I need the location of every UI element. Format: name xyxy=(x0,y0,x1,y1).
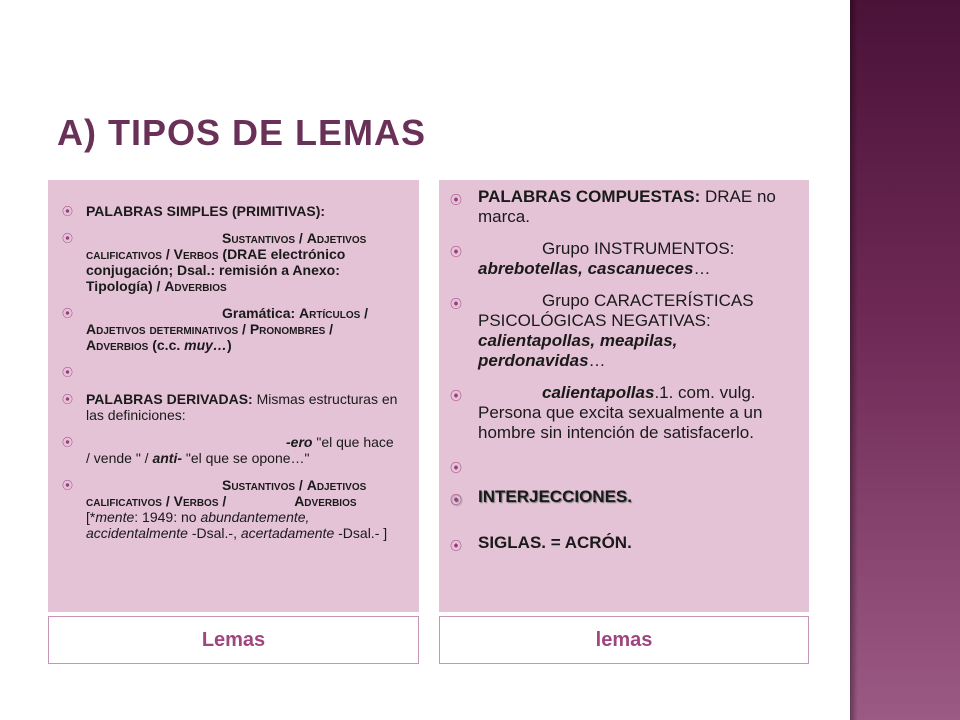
list-item: ⦿ INTERJECCIONES. xyxy=(450,487,789,507)
decorative-sidebar xyxy=(850,0,960,720)
list-item: ⦿ Grupo CARACTERÍSTICAS PSICOLÓGICAS NEGATIVAS: calientapollas, meapilas, perdonavidas… xyxy=(450,291,754,370)
left-label-box xyxy=(48,616,419,664)
list-item: ⦿ Gramática: Artículos / Adjetivos determinativos / Pronombres / Adverbios (c.c. muy…) xyxy=(62,305,369,353)
list-item: ⦿ PALABRAS DERIVADAS: Mismas estructuras en las definiciones: xyxy=(62,391,398,423)
list-item: ⦿ Sustantivos / Adjetivos calificativos / Verbos / Adverbios [*mente: 1949: no abundantemente, accidentalmente -Dsal.-, acertadamente -Dsal.- ] xyxy=(62,477,388,541)
list-item: ⦿ -ero "el que hace / vende " / anti- "el que se opone…" xyxy=(62,434,394,466)
slide-title: A) TIPOS DE LEMAS xyxy=(57,112,427,153)
bullet-icon: ⦿ xyxy=(450,193,463,207)
list-item-empty xyxy=(450,455,789,475)
list-item-empty xyxy=(62,364,399,380)
right-label: lemas xyxy=(595,628,653,651)
list-item: ⦿ SIGLAS. = ACRÓN. xyxy=(450,533,789,553)
bullet-icon: ⦿ xyxy=(62,394,73,406)
bullet-icon: ⦿ xyxy=(450,245,463,259)
left-list xyxy=(48,180,419,541)
list-item: ⦿ PALABRAS COMPUESTAS: DRAE no marca. xyxy=(450,187,776,226)
bullet-icon: ⦿ xyxy=(62,308,73,320)
list-item: ⦿ PALABRAS SIMPLES (PRIMITIVAS): xyxy=(62,203,326,219)
bullet-icon: ⦿ xyxy=(62,437,73,449)
list-item: ⦿ Grupo INSTRUMENTOS: abrebotellas, cascanueces… xyxy=(450,239,735,278)
list-item: ⦿ calientapollas.1. com. vulg. Persona que excita sexualmente a un hombre sin intención de satisfacerlo. xyxy=(450,383,763,442)
right-label-box xyxy=(439,616,809,664)
bullet-icon: ⦿ xyxy=(62,367,73,379)
right-panel xyxy=(439,180,809,612)
left-label: Lemas xyxy=(201,628,266,651)
bullet-icon: ⦿ xyxy=(450,297,463,311)
left-panel xyxy=(48,180,419,612)
bullet-icon: ⦿ xyxy=(450,493,463,507)
bullet-icon: ⦿ xyxy=(62,206,73,218)
bullet-icon: ⦿ xyxy=(450,539,463,553)
list-item: ⦿ Sustantivos / Adjetivos calificativos / Verbos (DRAE electrónico conjugación; Dsal.: remisión a Anexo: Tipología) / Adverbios xyxy=(62,230,367,294)
bullet-icon: ⦿ xyxy=(450,461,463,475)
bullet-icon: ⦿ xyxy=(450,389,463,403)
bullet-icon: ⦿ xyxy=(62,233,73,245)
bullet-icon: ⦿ xyxy=(62,480,73,492)
right-list xyxy=(439,180,809,553)
